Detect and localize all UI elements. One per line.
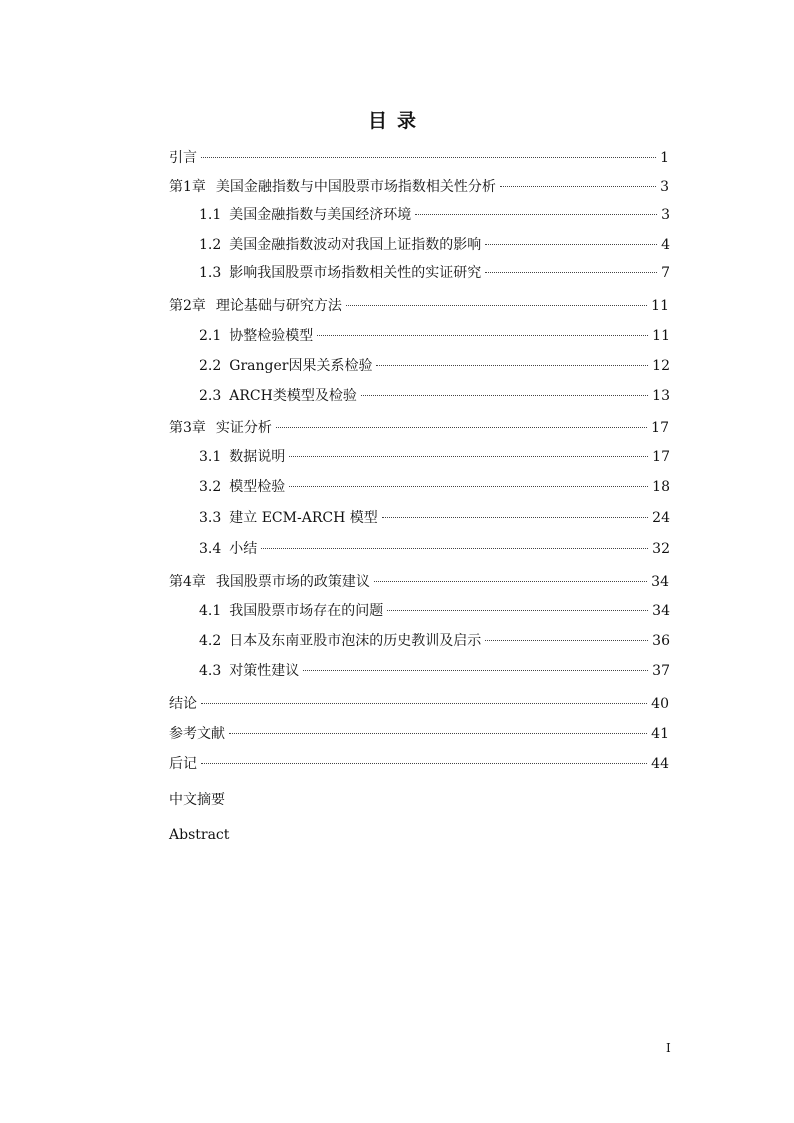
toc-entry-page: 18 <box>652 479 670 495</box>
toc-entry[interactable] <box>199 262 670 284</box>
dot-leader <box>201 703 647 704</box>
toc-entry-page: 40 <box>651 696 669 712</box>
toc-entry[interactable] <box>199 660 670 682</box>
toc-entry-number: 4.1 <box>199 603 222 619</box>
dot-leader <box>500 186 656 187</box>
toc-entry-number: 3.2 <box>199 479 222 495</box>
dot-leader <box>317 335 648 336</box>
toc-entry-number: 2.3 <box>199 388 222 404</box>
toc-entry-page: 36 <box>652 633 670 649</box>
toc-entry-text: 结论 <box>169 696 197 712</box>
toc-entry-number: 2.1 <box>199 328 222 344</box>
toc-entry[interactable] <box>199 476 670 498</box>
toc-entry-text: 美国金融指数与中国股票市场指数相关性分析 <box>215 179 496 195</box>
toc-entry-text: 影响我国股票市场指数相关性的实证研究 <box>229 265 482 281</box>
dot-leader <box>229 733 647 734</box>
toc-entry-text: Abstract <box>169 827 230 843</box>
toc-entry[interactable] <box>169 824 229 846</box>
toc-entry-page: 4 <box>661 237 670 253</box>
toc-entry-number: 1.2 <box>199 237 222 253</box>
toc-entry-text: 我国股票市场的政策建议 <box>215 574 370 590</box>
toc-entry-text: 日本及东南亚股市泡沫的历史教训及启示 <box>229 633 482 649</box>
toc-entry[interactable] <box>199 234 670 256</box>
toc-entry[interactable] <box>169 753 669 775</box>
toc-entry[interactable] <box>199 538 670 560</box>
toc-entry-number: 第2章 <box>169 298 206 314</box>
dot-leader <box>382 517 648 518</box>
toc-entry[interactable] <box>199 204 670 226</box>
toc-entry-number: 第4章 <box>169 574 206 590</box>
dot-leader <box>303 670 648 671</box>
toc-entry[interactable] <box>199 325 670 347</box>
dot-leader <box>261 548 648 549</box>
toc-entry-number: 3.1 <box>199 449 222 465</box>
toc-entry[interactable] <box>199 600 670 622</box>
toc-entry-text: 后记 <box>169 756 197 772</box>
toc-entry-page: 17 <box>652 449 670 465</box>
toc-entry-page: 1 <box>660 150 669 166</box>
dot-leader <box>485 272 657 273</box>
toc-entry-page: 11 <box>652 328 670 344</box>
toc-entry-number: 4.3 <box>199 663 222 679</box>
dot-leader <box>485 244 657 245</box>
toc-entry-text: 美国金融指数波动对我国上证指数的影响 <box>229 237 482 253</box>
toc-entry[interactable] <box>169 176 669 198</box>
toc-entry[interactable] <box>199 446 670 468</box>
dot-leader <box>346 305 647 306</box>
dot-leader <box>376 365 648 366</box>
toc-entry-text: 对策性建议 <box>229 663 300 679</box>
toc-entry-page: 24 <box>652 510 670 526</box>
toc-entry-page: 11 <box>651 298 669 314</box>
dot-leader <box>289 456 648 457</box>
toc-entry-text: 实证分析 <box>215 420 272 436</box>
toc-entry-page: 3 <box>661 207 670 223</box>
toc-entry-text: 引言 <box>169 150 197 166</box>
toc-entry-text: 中文摘要 <box>169 792 225 808</box>
page-number: I <box>666 1041 671 1055</box>
dot-leader <box>289 486 648 487</box>
toc-entry-page: 13 <box>652 388 670 404</box>
toc-entry-number: 1.1 <box>199 207 222 223</box>
toc-entry-text: 数据说明 <box>229 449 286 465</box>
dot-leader <box>201 763 647 764</box>
toc-entry-page: 12 <box>652 358 670 374</box>
toc-entry-text: 模型检验 <box>229 479 286 495</box>
toc-entry-page: 7 <box>661 265 670 281</box>
toc-entry-text: Granger因果关系检验 <box>229 358 373 374</box>
toc-entry-text: 我国股票市场存在的问题 <box>229 603 384 619</box>
toc-entry-page: 17 <box>651 420 669 436</box>
toc-entry-page: 41 <box>651 726 669 742</box>
toc-entry-number: 第3章 <box>169 420 206 436</box>
toc-entry[interactable] <box>199 385 670 407</box>
toc-entry-page: 37 <box>652 663 670 679</box>
toc-entry-text: 参考文献 <box>169 726 225 742</box>
toc-entry-text: 小结 <box>229 541 258 557</box>
dot-leader <box>415 214 657 215</box>
toc-entry[interactable] <box>199 507 670 529</box>
toc-entry-page: 32 <box>652 541 670 557</box>
toc-entry[interactable] <box>199 630 670 652</box>
dot-leader <box>485 640 648 641</box>
toc-entry[interactable] <box>169 417 669 439</box>
dot-leader <box>201 157 656 158</box>
toc-entry-number: 1.3 <box>199 265 222 281</box>
toc-entry[interactable] <box>169 571 669 593</box>
toc-entry-text: 建立 ECM-ARCH 模型 <box>229 510 378 526</box>
toc-entry-number: 3.4 <box>199 541 222 557</box>
toc-entry-number: 第1章 <box>169 179 206 195</box>
toc-entry-text: 协整检验模型 <box>229 328 314 344</box>
toc-entry-page: 34 <box>652 603 670 619</box>
dot-leader <box>276 427 647 428</box>
toc-entry-text: ARCH类模型及检验 <box>229 388 357 404</box>
toc-entry[interactable] <box>169 295 669 317</box>
toc-entry[interactable] <box>169 147 669 169</box>
dot-leader <box>387 610 648 611</box>
page-title: 目录 <box>367 110 426 132</box>
toc-entry-number: 2.2 <box>199 358 222 374</box>
toc-entry[interactable] <box>199 355 670 377</box>
toc-entry-text: 美国金融指数与美国经济环境 <box>229 207 412 223</box>
toc-entry-number: 3.3 <box>199 510 222 526</box>
toc-entry[interactable] <box>169 789 225 811</box>
dot-leader <box>361 395 648 396</box>
toc-entry-page: 44 <box>651 756 669 772</box>
toc-entry-text: 理论基础与研究方法 <box>215 298 342 314</box>
toc-entry-page: 3 <box>660 179 669 195</box>
toc-entry-number: 4.2 <box>199 633 222 649</box>
dot-leader <box>374 581 647 582</box>
toc-entry[interactable] <box>169 723 669 745</box>
toc-entry-page: 34 <box>651 574 669 590</box>
toc-entry[interactable] <box>169 693 669 715</box>
